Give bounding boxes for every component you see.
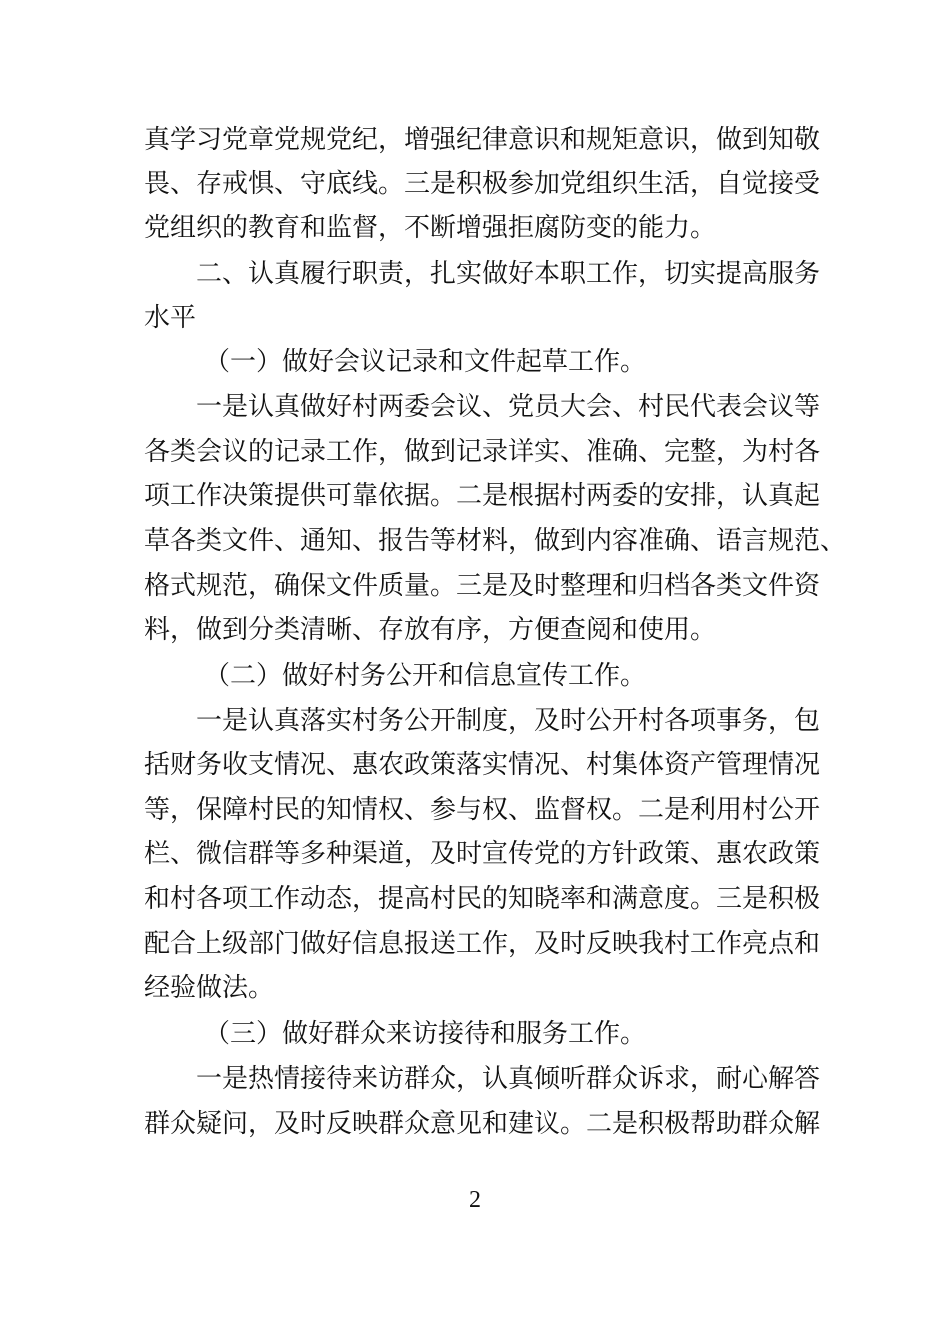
- paragraph-line: 经验做法。: [144, 973, 275, 1003]
- paragraph-line: 畏、存戒惧、守底线。三是积极参加党组织生活，自觉接受: [144, 169, 821, 199]
- paragraph-line: 配合上级部门做好信息报送工作，及时反映我村工作亮点和: [144, 929, 821, 959]
- paragraph-line: 一是热情接待来访群众，认真倾听群众诉求，耐心解答: [196, 1064, 821, 1094]
- paragraph-line: 草各类文件、通知、报告等材料，做到内容准确、语言规范、: [144, 526, 847, 556]
- paragraph-line: 等，保障村民的知情权、参与权、监督权。二是利用村公开: [144, 795, 821, 825]
- section-heading: 水平: [144, 303, 197, 333]
- paragraph-line: 栏、微信群等多种渠道，及时宣传党的方针政策、惠农政策: [144, 839, 821, 869]
- paragraph-line: 括财务收支情况、惠农政策落实情况、村集体资产管理情况: [144, 750, 821, 780]
- paragraph-line: 群众疑问，及时反映群众意见和建议。二是积极帮助群众解: [144, 1109, 821, 1139]
- paragraph-line: 料，做到分类清晰、存放有序，方便查阅和使用。: [144, 615, 717, 645]
- paragraph-line: 一是认真落实村务公开制度，及时公开村各项事务，包: [196, 706, 821, 736]
- section-heading: 二、认真履行职责，扎实做好本职工作，切实提高服务: [196, 259, 821, 289]
- subsection-heading: （三）做好群众来访接待和服务工作。: [204, 1019, 647, 1049]
- paragraph-line: 一是认真做好村两委会议、党员大会、村民代表会议等: [196, 392, 821, 422]
- paragraph-line: 真学习党章党规党纪，增强纪律意识和规矩意识，做到知敬: [144, 125, 821, 155]
- paragraph-line: 和村各项工作动态，提高村民的知晓率和满意度。三是积极: [144, 884, 821, 914]
- paragraph-line: 各类会议的记录工作，做到记录详实、准确、完整，为村各: [144, 437, 821, 467]
- paragraph-line: 党组织的教育和监督，不断增强拒腐防变的能力。: [144, 213, 717, 243]
- paragraph-line: 格式规范，确保文件质量。三是及时整理和归档各类文件资: [144, 571, 821, 601]
- subsection-heading: （二）做好村务公开和信息宣传工作。: [204, 661, 647, 691]
- page-number: 2: [469, 1187, 481, 1213]
- subsection-heading: （一）做好会议记录和文件起草工作。: [204, 347, 647, 377]
- paragraph-line: 项工作决策提供可靠依据。二是根据村两委的安排，认真起: [144, 481, 821, 511]
